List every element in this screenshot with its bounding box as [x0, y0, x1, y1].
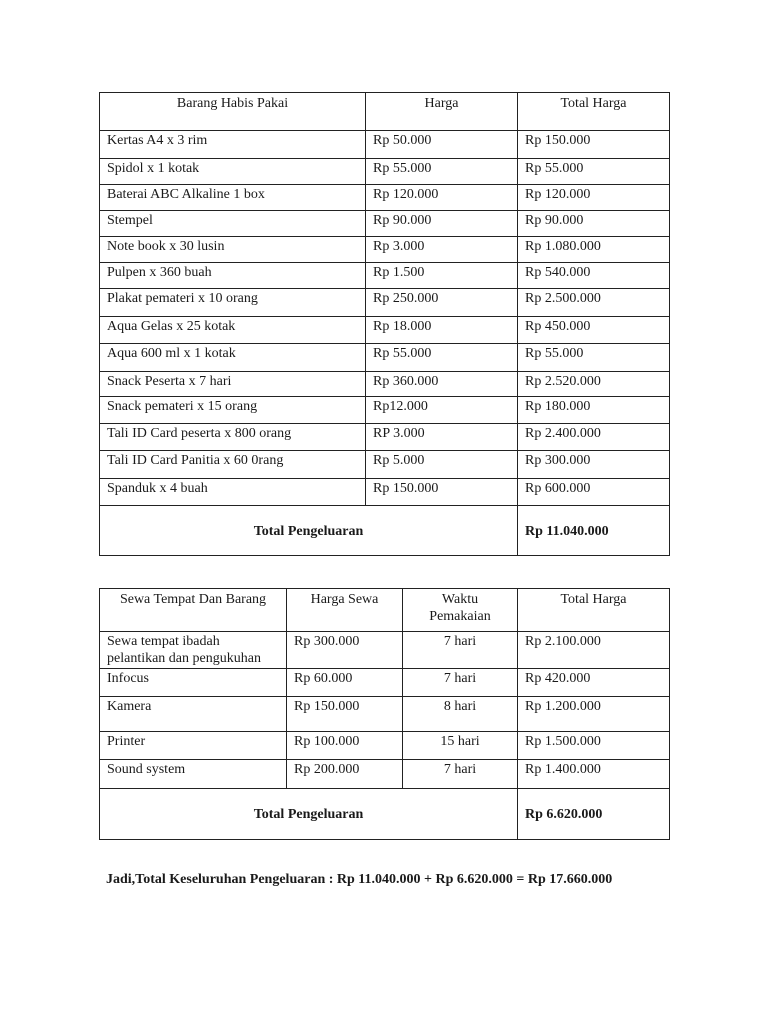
total-cell: Rp 1.500.000 — [518, 732, 670, 760]
duration-cell: 7 hari — [403, 669, 518, 697]
total-label: Total Pengeluaran — [100, 789, 518, 840]
price-cell: Rp 1.500 — [366, 263, 518, 289]
total-cell: Rp 1.200.000 — [518, 697, 670, 732]
table-row — [100, 397, 670, 424]
duration-cell: 7 hari — [403, 760, 518, 789]
table-row — [100, 185, 670, 211]
item-cell: Spanduk x 4 buah — [100, 479, 366, 506]
total-cell: Rp 600.000 — [518, 479, 670, 506]
table-row — [100, 317, 670, 344]
item-cell: Stempel — [100, 211, 366, 237]
table-row — [100, 451, 670, 479]
table-row — [100, 131, 670, 159]
total-cell: Rp 540.000 — [518, 263, 670, 289]
table-row — [100, 697, 670, 732]
item-cell: Aqua 600 ml x 1 kotak — [100, 344, 366, 372]
total-cell: Rp 180.000 — [518, 397, 670, 424]
total-cell: Rp 1.080.000 — [518, 237, 670, 263]
total-label: Total Pengeluaran — [100, 506, 518, 556]
table-row — [100, 424, 670, 451]
item-cell: Sewa tempat ibadah pelantikan dan pengukuhan — [100, 632, 287, 669]
price-cell: RP 3.000 — [366, 424, 518, 451]
table-row — [100, 211, 670, 237]
price-cell: Rp 150.000 — [287, 697, 403, 732]
rentals-table — [99, 588, 670, 840]
total-cell: Rp 90.000 — [518, 211, 670, 237]
price-cell: Rp 200.000 — [287, 760, 403, 789]
table-row — [100, 732, 670, 760]
price-cell: Rp 150.000 — [366, 479, 518, 506]
table-row — [100, 263, 670, 289]
item-cell: Sound system — [100, 760, 287, 789]
item-cell: Aqua Gelas x 25 kotak — [100, 317, 366, 344]
price-cell: Rp12.000 — [366, 397, 518, 424]
column-header-duration: Waktu Pemakaian — [403, 589, 518, 632]
price-cell: Rp 50.000 — [366, 131, 518, 159]
table-row — [100, 760, 670, 789]
price-cell: Rp 100.000 — [287, 732, 403, 760]
price-cell: Rp 55.000 — [366, 159, 518, 185]
item-cell: Kertas A4 x 3 rim — [100, 131, 366, 159]
item-cell: Tali ID Card peserta x 800 orang — [100, 424, 366, 451]
total-cell: Rp 55.000 — [518, 159, 670, 185]
table-row — [100, 632, 670, 669]
price-cell: Rp 55.000 — [366, 344, 518, 372]
item-cell: Infocus — [100, 669, 287, 697]
total-cell: Rp 2.520.000 — [518, 372, 670, 397]
price-cell: Rp 5.000 — [366, 451, 518, 479]
item-cell: Snack Peserta x 7 hari — [100, 372, 366, 397]
table-row — [100, 669, 670, 697]
table-header-row — [100, 93, 670, 131]
item-cell: Tali ID Card Panitia x 60 0rang — [100, 451, 366, 479]
table-row — [100, 289, 670, 317]
total-value: Rp 6.620.000 — [518, 789, 670, 840]
total-cell: Rp 420.000 — [518, 669, 670, 697]
grand-total-summary: Jadi,Total Keseluruhan Pengeluaran : Rp 11.040.000 + Rp 6.620.000 = Rp 17.660.000 — [106, 872, 613, 887]
price-cell: Rp 3.000 — [366, 237, 518, 263]
column-header-item: Barang Habis Pakai — [100, 93, 366, 131]
table-row — [100, 237, 670, 263]
total-cell: Rp 450.000 — [518, 317, 670, 344]
column-header-total: Total Harga — [518, 93, 670, 131]
table-header-row — [100, 589, 670, 632]
table-row — [100, 479, 670, 506]
item-cell: Baterai ABC Alkaline 1 box — [100, 185, 366, 211]
column-header-price: Harga Sewa — [287, 589, 403, 632]
total-cell: Rp 120.000 — [518, 185, 670, 211]
total-value: Rp 11.040.000 — [518, 506, 670, 556]
duration-cell: 7 hari — [403, 632, 518, 669]
column-header-total: Total Harga — [518, 589, 670, 632]
column-header-price: Harga — [366, 93, 518, 131]
price-cell: Rp 90.000 — [366, 211, 518, 237]
item-cell: Printer — [100, 732, 287, 760]
price-cell: Rp 60.000 — [287, 669, 403, 697]
table-row — [100, 344, 670, 372]
item-cell: Snack pemateri x 15 orang — [100, 397, 366, 424]
total-row — [100, 789, 670, 840]
total-cell: Rp 2.400.000 — [518, 424, 670, 451]
total-cell: Rp 300.000 — [518, 451, 670, 479]
price-cell: Rp 250.000 — [366, 289, 518, 317]
total-cell: Rp 1.400.000 — [518, 760, 670, 789]
total-cell: Rp 2.500.000 — [518, 289, 670, 317]
total-cell: Rp 2.100.000 — [518, 632, 670, 669]
price-cell: Rp 120.000 — [366, 185, 518, 211]
item-cell: Plakat pemateri x 10 orang — [100, 289, 366, 317]
table-row — [100, 159, 670, 185]
table-row — [100, 372, 670, 397]
item-cell: Kamera — [100, 697, 287, 732]
price-cell: Rp 300.000 — [287, 632, 403, 669]
column-header-item: Sewa Tempat Dan Barang — [100, 589, 287, 632]
item-cell: Note book x 30 lusin — [100, 237, 366, 263]
consumables-table — [99, 92, 670, 556]
total-row — [100, 506, 670, 556]
total-cell: Rp 150.000 — [518, 131, 670, 159]
item-cell: Spidol x 1 kotak — [100, 159, 366, 185]
price-cell: Rp 360.000 — [366, 372, 518, 397]
item-cell: Pulpen x 360 buah — [100, 263, 366, 289]
total-cell: Rp 55.000 — [518, 344, 670, 372]
duration-cell: 15 hari — [403, 732, 518, 760]
price-cell: Rp 18.000 — [366, 317, 518, 344]
duration-cell: 8 hari — [403, 697, 518, 732]
